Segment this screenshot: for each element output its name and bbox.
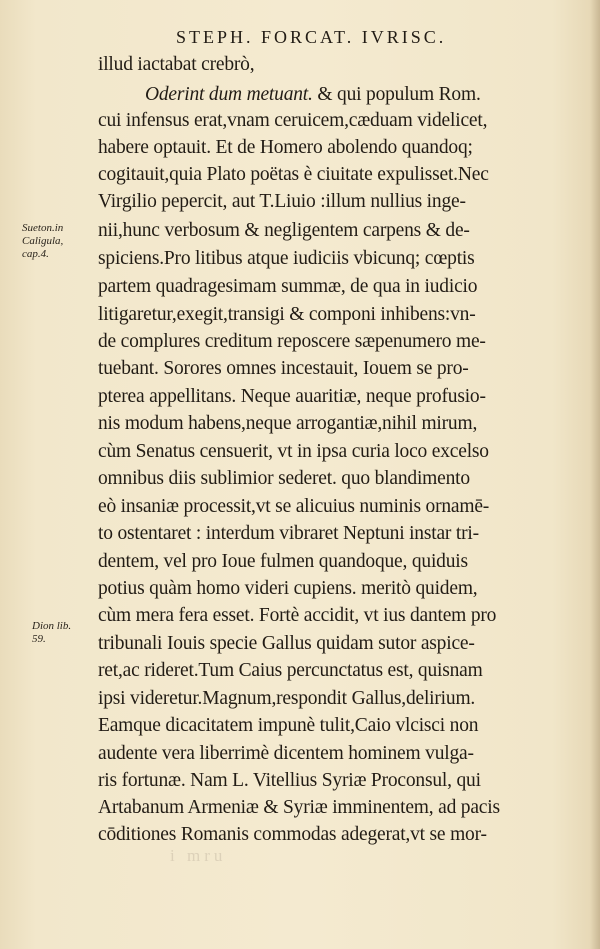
text-line-content: Virgilio pepercit, aut T.Liuio :illum nullius inge- [98,191,466,212]
text-line [98,576,477,602]
text-line [98,768,481,794]
text-line-content: Artabanum Armeniæ & Syriæ imminentem, ad pacis [98,797,500,818]
margin-note-line: Dion lib. [32,620,72,632]
text-line-content: litigaretur,exegit,transigi & componi inhibens:vn- [98,304,476,325]
text-line-content: de complures creditum reposcere sæpenumero me- [98,331,486,352]
text-line-content: illud iactabat crebrò, [98,54,255,75]
text-line-content: cogitauit,quia Plato poëtas è ciuitate expulisset.Nec [98,164,489,185]
text-line [98,603,496,629]
running-head: STEPH. FORCAT. IVRISC. [176,27,447,47]
text-line [98,658,483,684]
text-line-content: to ostentaret : interdum vibraret Neptuni instar tri- [98,523,479,544]
text-line-content: cōditiones Romanis commodas adegerat,vt se mor- [98,824,487,845]
text-line-content: Eamque dicacitatem impunè tulit,Caio vlcisci non [98,715,479,736]
text-line-content: & qui populum Rom. [312,84,481,105]
text-line-content: ris fortunæ. Nam L. Vitellius Syriæ Proconsul, qui [98,770,481,791]
margin-note-suetonius [22,222,63,261]
text-line-content: eò insaniæ processit,vt se alicuius numinis ornamē- [98,496,490,517]
text-line [98,356,469,382]
text-line [98,52,254,78]
text-line [98,713,478,739]
text-line [98,549,468,575]
text-line-content: spiciens.Pro litibus atque iudiciis vbicunq; cœptis [98,248,475,269]
italic-quote: Oderint dum metuant. [145,84,313,105]
text-line [98,384,486,410]
text-line [98,162,489,188]
text-line [98,822,487,848]
text-line [98,795,500,821]
text-line-content: partem quadragesimam summæ, de qua in iudicio [98,276,478,297]
text-line-content: dentem, vel pro Ioue fulmen quandoque, quiduis [98,551,468,572]
text-line-content: cùm mera fera esset. Fortè accidit, vt ius dantem pro [98,605,497,626]
text-line [98,411,477,437]
text-line-content: nii,hunc verbosum & negligentem carpens & de- [98,220,470,241]
margin-note-line: cap.4. [22,248,49,260]
text-line [98,302,476,328]
text-line-content: habere optauit. Et de Homero abolendo quandoq; [98,137,473,158]
bleed-through-text: i mru [170,846,227,865]
margin-note-line: Caligula, [22,235,64,247]
text-line-content: tuebant. Sorores omnes incestauit, Iouem se pro- [98,358,469,379]
text-line-content: cùm Senatus censuerit, vt in ipsa curia loco excelso [98,441,489,462]
text-line-content: audente vera liberrimè dicentem hominem vulga- [98,743,474,764]
text-line-content: ipsi videretur.Magnum,respondit Gallus,delirium. [98,688,476,709]
margin-note-dion [32,620,71,646]
text-line [98,741,474,767]
text-line [98,135,473,161]
text-line-content: nis modum habens,neque arrogantiæ,nihil mirum, [98,413,478,434]
margin-note-line: Sueton.in [22,222,64,234]
text-line [98,108,487,134]
text-line [98,218,470,244]
margin-note-line: 59. [32,633,46,645]
text-line-content: pterea appellitans. Neque auaritiæ, neque profusio- [98,386,486,407]
text-line-content: cui infensus erat,vnam ceruicem,cæduam videlicet, [98,110,488,131]
text-line [98,274,477,300]
text-line-content: omnibus diis sublimior sederet. quo blandimento [98,468,470,489]
text-line [98,189,466,215]
text-line [98,439,489,465]
text-line-content: tribunali Iouis specie Gallus quidam sutor aspice- [98,633,475,654]
text-line-content: potius quàm homo videri cupiens. meritò quidem, [98,578,478,599]
text-line [98,686,475,712]
text-line [98,521,479,547]
text-line [98,466,470,492]
text-line [98,494,489,520]
text-line [145,82,481,108]
text-line-content: ret,ac rideret.Tum Caius percunctatus est, quisnam [98,660,483,681]
text-line [98,329,486,355]
text-line [98,246,475,272]
text-line [98,631,475,657]
